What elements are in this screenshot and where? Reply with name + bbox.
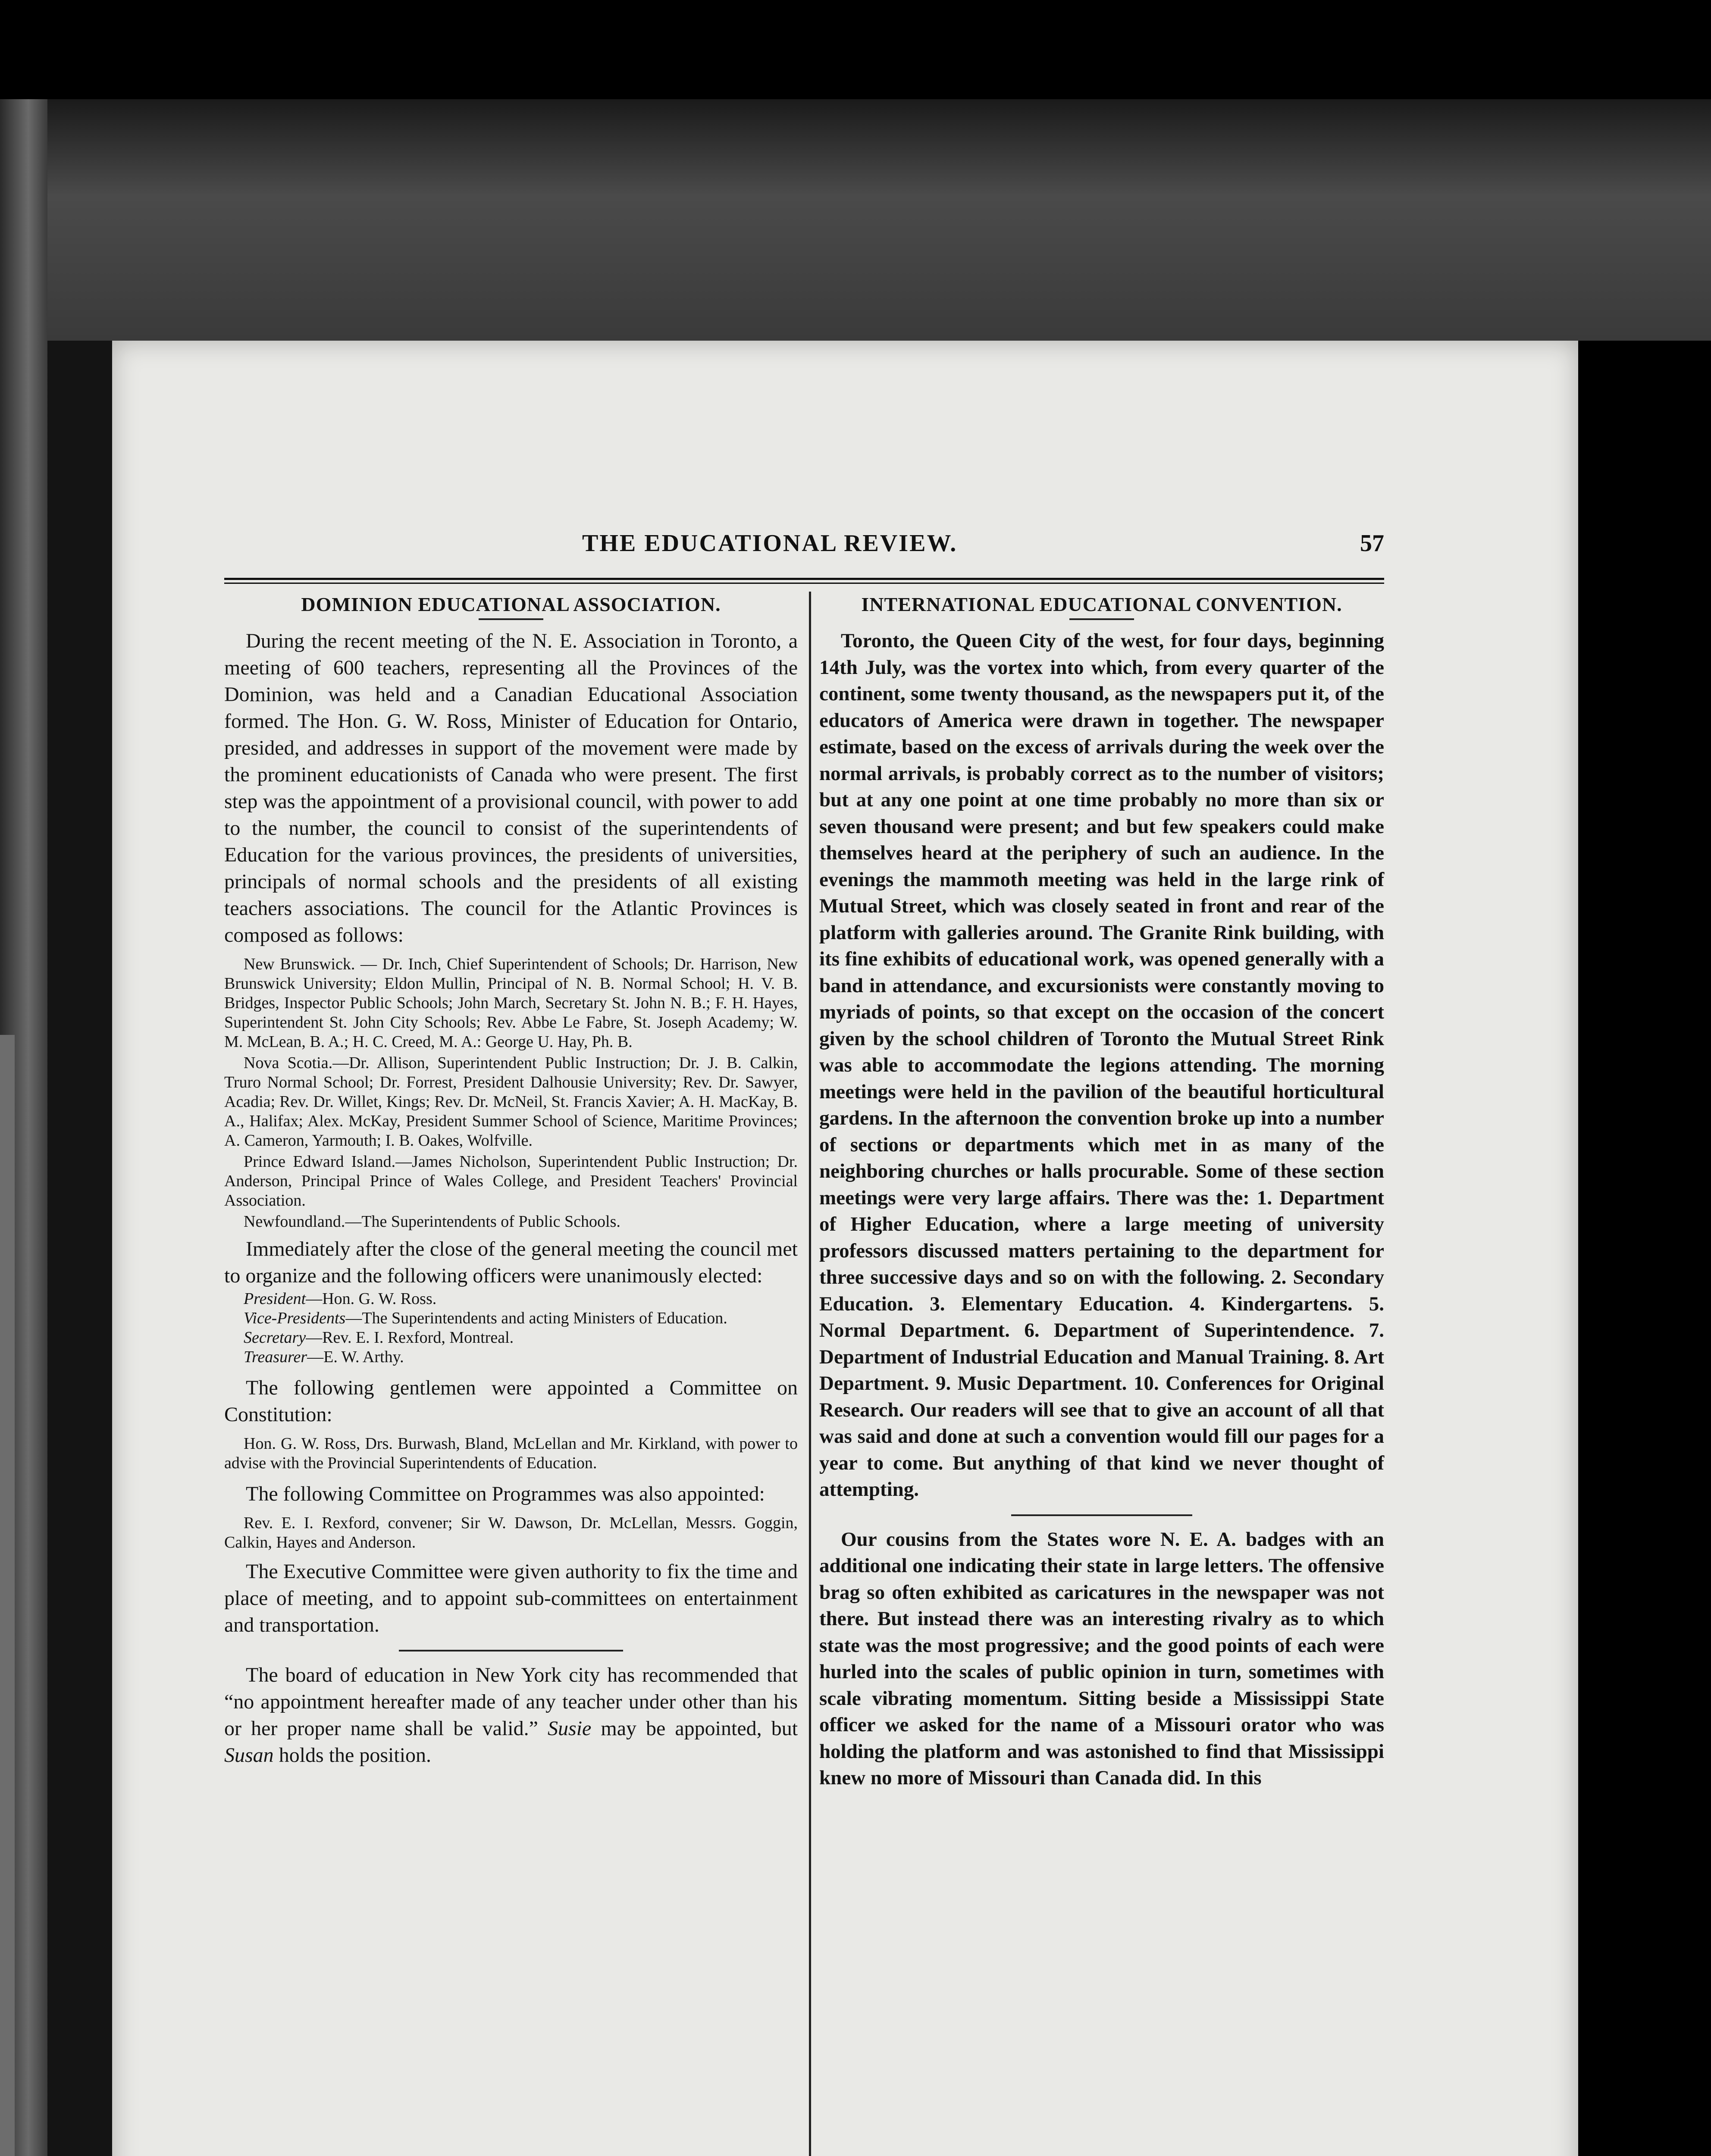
intro-paragraph: During the recent meeting of the N. E. Association in Toronto, a meeting of 600 teachers, representing all the Provinces of the Dominion, was held and a Canadian Educational Association formed. The Hon. G. W. Ross, Minister of Education for Ontario, presided, and addresses in support of the movement were made by the prominent educationists of Canada who were present. The first step was the appointment of a provisional council, with power to add to the number, the council to consist of the superintendents of Education for the various provinces, the presidents of universities, principals of normal schools and the presidents of all existing teachers associations. The council for the Atlantic Provinces is composed as follows: [224, 630, 798, 946]
page-header [224, 530, 1384, 568]
council-pei: Prince Edward Island.—James Nicholson, Superintendent Public Instruction; Dr. Anderson, Principal Prince of Wales College, and President Teachers' Provincial Association. [224, 1153, 798, 1210]
ny-board-note: The board of education in New York city has recommended that “no appointment hereafter made of any teacher under other than his or her proper name shall be valid.” Susie may be appointed, but Susan holds the position. [224, 1664, 798, 1767]
convention-paragraph-2: Our cousins from the States wore N. E. A. badges with an additional one indicating their state in large letters. The offensive brag so often exhibited as caricatures in the newspaper was not there. But instead there was an interesting rivalry as to which state was the most progressive; and the good points of each were hurled into the scales of public opinion in turn, sometimes with scale vibrating momentum. Sitting beside a Mississippi State officer we asked for the name of a Missouri orator who was holding the platform and was astonished to find that Mississippi knew no more of Missouri than Canada did. In this [819, 1528, 1384, 1789]
council-newfoundland: Newfoundland.—The Superintendents of Public Schools. [244, 1213, 620, 1231]
left-column [224, 593, 798, 1769]
officers-intro: Immediately after the close of the general meeting the council met to organize and the following officers were unanimously elected: [224, 1238, 798, 1287]
convention-paragraph-1: Toronto, the Queen City of the west, for four days, beginning 14th July, was the vortex into which, from every quarter of the continent, some twenty thousand, as the newspapers put it, of the educators of America were drawn in together. The newspaper estimate, based on the excess of arrivals during the week over the normal arrivals, is probably correct as to the number of visitors; but at any one point at one time probably no more than six or seven thousand were present; and but few speakers could make themselves heard at the periphery of such an audience. In the evenings the mammoth meeting was held in the large rink of Mutual Street, which was closely seated in front and rear of the platform with galleries around. The Granite Rink building, with its fine exhibits of educational work, was opened generally with a band in attendance, and excursionists were constantly moving to myriads of points, so that except on the occasion of the concert given by the school children of Toronto the Mutual Street Rink was able to accommodate the legions attending. The morning meetings were held in the pavilion of the beautiful horticultural gardens. In the afternoon the convention broke up into a number of sections or departments which met in as many of the neighboring churches or halls procurable. Some of these section meetings were very large affairs. There was the: 1. Department of Higher Education, where a large meeting of university professors discussed matters pertaining to the department for three successive days and so on with the following. 2. Secondary Education. 3. Elementary Education. 4. Kindergartens. 5. Normal Department. 6. Department of Superintendence. 7. Department of Industrial Education and Manual Training. 8. Art Department. 9. Music Department. 10. Conferences for Original Research. Our readers will see that to give an account of all that was said and done at such a convention would fill our pages for a year to come. But anything of that kind we never thought of attempting. [819, 630, 1384, 1501]
officer-vice-presidents: Vice-Presidents—The Superintendents and acting Ministers of Education. [244, 1309, 727, 1327]
article-title: INTERNATIONAL EDUCATIONAL CONVENTION. [861, 593, 1342, 615]
adjacent-page-edge [0, 1035, 15, 2156]
title-rule [479, 618, 543, 620]
article-title: DOMINION EDUCATIONAL ASSOCIATION. [301, 593, 721, 615]
constitution-members: Hon. G. W. Ross, Drs. Burwash, Bland, McLellan and Mr. Kirkland, with power to advise with the Provincial Superintendents of Education. [224, 1435, 798, 1472]
council-nova-scotia: Nova Scotia.—Dr. Allison, Superintendent Public Instruction; Dr. J. B. Calkin, Truro Normal School; Dr. Forrest, President Dalhousie University; Rev. Dr. Sawyer, Acadia; Rev. Dr. Willet, Kings; Rev. Dr. McNeil, St. Francis Xavier; A. H. MacKay, B. A., Halifax; Alex. McKay, President Summer School of Science, Maritime Provinces; A. Cameron, Yarmouth; I. B. Oakes, Wolfville. [224, 1054, 798, 1150]
programmes-members: Rev. E. I. Rexford, convener; Sir W. Dawson, Dr. McLellan, Messrs. Goggin, Calkin, Hayes and Anderson. [224, 1514, 798, 1551]
officer-secretary: Secretary—Rev. E. I. Rexford, Montreal. [244, 1329, 514, 1347]
executive-paragraph: The Executive Committee were given authority to fix the time and place of meeting, and to appoint sub-committees on entertainment and transportation. [224, 1560, 798, 1636]
section-rule [399, 1650, 623, 1651]
title-rule [1069, 618, 1134, 620]
column-divider [809, 592, 811, 2156]
section-rule [1011, 1514, 1192, 1516]
officer-treasurer: Treasurer—E. W. Arthy. [244, 1348, 404, 1366]
page-number: 57 [1360, 530, 1384, 557]
council-new-brunswick: New Brunswick. — Dr. Inch, Chief Superintendent of Schools; Dr. Harrison, New Brunswick University; Eldon Mullin, Principal of N. B. Normal School; H. V. B. Bridges, Inspector Public Schools; John March, Secretary St. John N. B.; F. H. Hayes, Superintendent St. John City Schools; Rev. Abbe Le Fabre, St. Joseph Academy; W. M. McLean, B. A.; H. C. Creed, M. A.: George U. Hay, Ph. B. [224, 955, 798, 1051]
right-column [819, 593, 1384, 1792]
constitution-intro: The following gentlemen were appointed a Committee on Constitution: [224, 1376, 798, 1426]
running-title: THE EDUCATIONAL REVIEW. [582, 530, 958, 557]
scanner-band-top [0, 99, 1711, 341]
programmes-intro: The following Committee on Programmes was also appointed: [246, 1482, 765, 1505]
header-rule [224, 578, 1384, 584]
officer-president: President—Hon. G. W. Ross. [244, 1290, 437, 1308]
